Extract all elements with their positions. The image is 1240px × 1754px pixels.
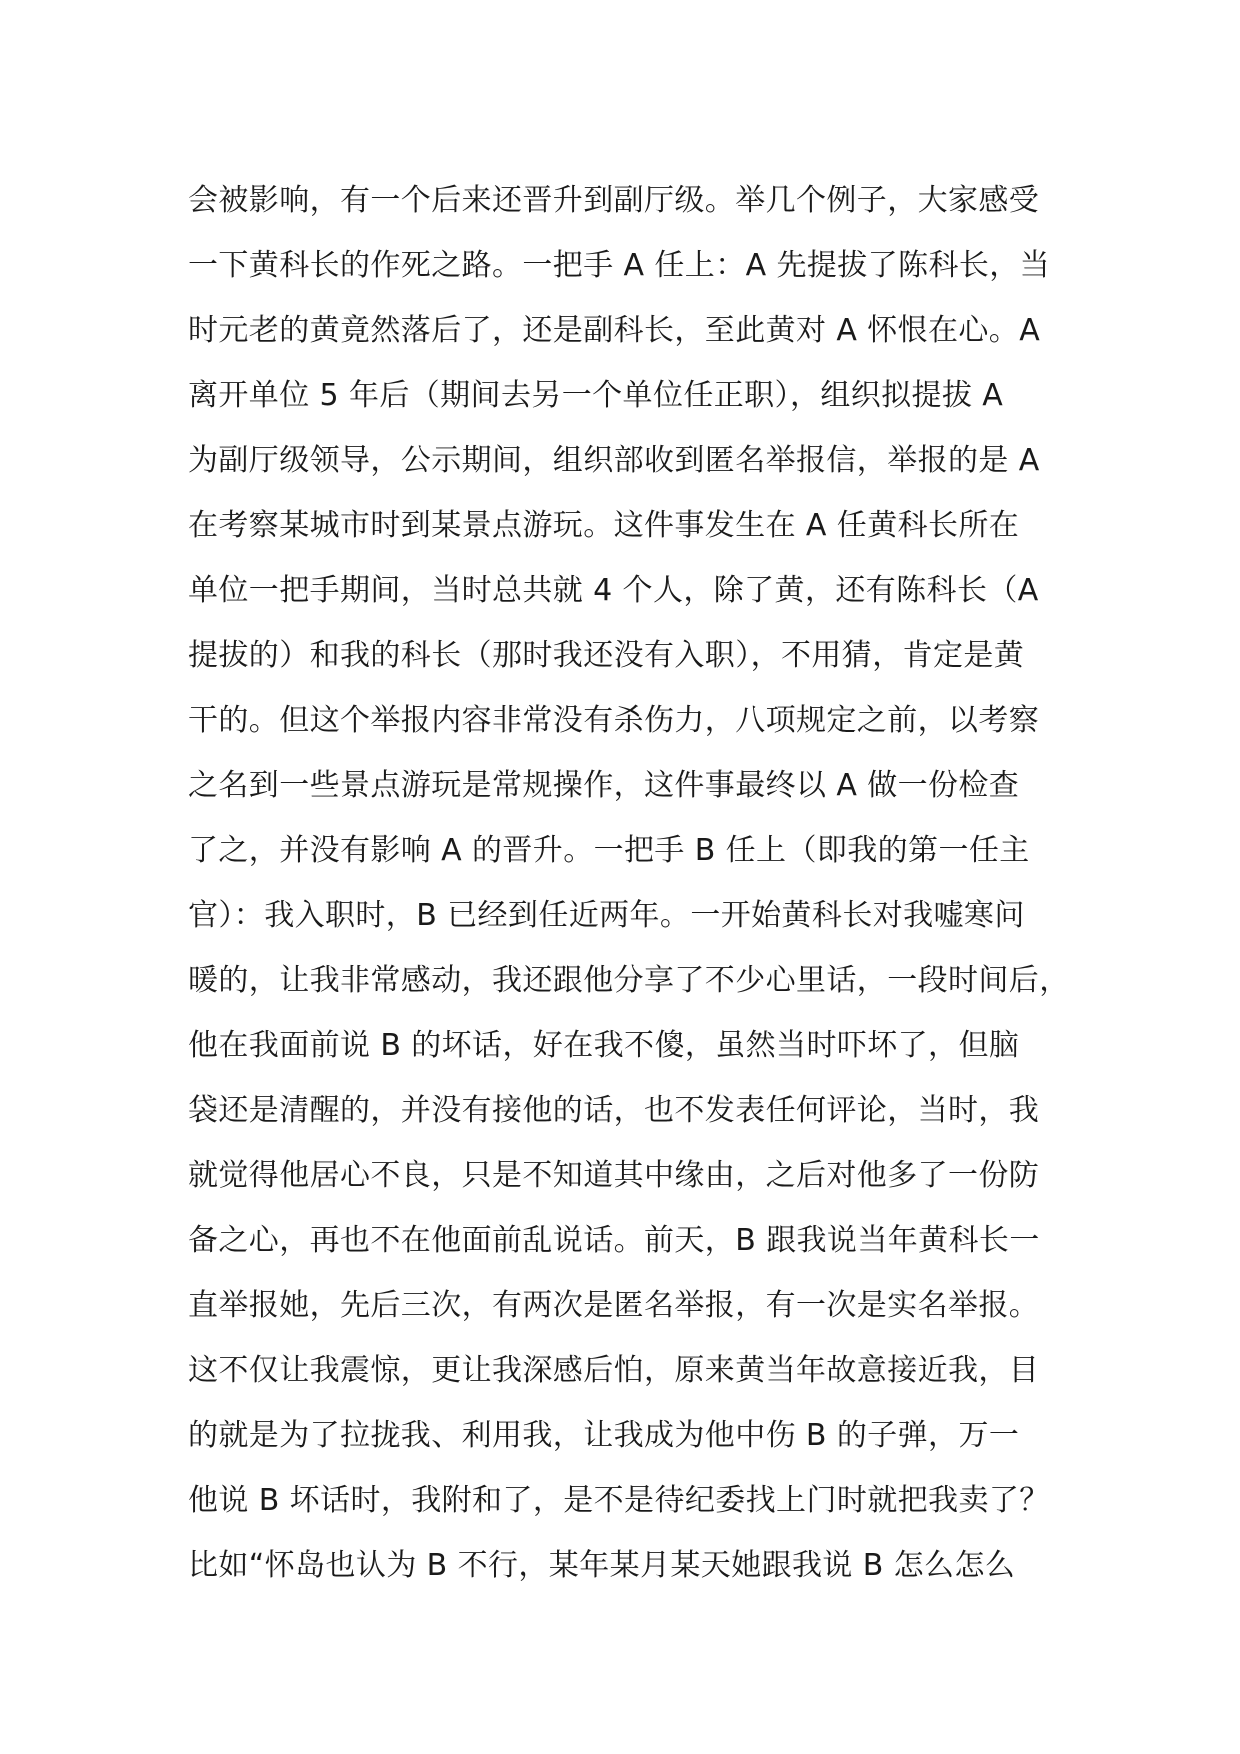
text-line: 他说 B 坏话时，我附和了，是不是待纪委找上门时就把我卖了？	[188, 1483, 1050, 1518]
text-line: 时元老的黄竟然落后了，还是副科长，至此黄对 A 怀恨在心。A	[188, 313, 1041, 348]
text-line: 会被影响，有一个后来还晋升到副厅级。举几个例子，大家感受	[188, 183, 1040, 218]
body-text	[188, 168, 1088, 1598]
text-line: 直举报她，先后三次，有两次是匿名举报，有一次是实名举报。	[188, 1288, 1040, 1323]
text-line: 之名到一些景点游玩是常规操作，这件事最终以 A 做一份检查	[188, 768, 1020, 803]
text-line: 在考察某城市时到某景点游玩。这件事发生在 A 任黄科长所在	[188, 508, 1020, 543]
text-line: 他在我面前说 B 的坏话，好在我不傻，虽然当时吓坏了，但脑	[188, 1028, 1020, 1063]
text-line: 就觉得他居心不良，只是不知道其中缘由，之后对他多了一份防	[188, 1158, 1040, 1193]
text-line: 为副厅级领导，公示期间，组织部收到匿名举报信，举报的是 A	[188, 443, 1040, 478]
text-line: 暖的，让我非常感动，我还跟他分享了不少心里话，一段时间后，	[188, 963, 1070, 998]
text-line: 备之心，再也不在他面前乱说话。前天，B 跟我说当年黄科长一	[188, 1223, 1040, 1258]
text-line: 这不仅让我震惊，更让我深感后怕，原来黄当年故意接近我，目	[188, 1353, 1040, 1388]
text-line: 比如“怀岛也认为 B 不行，某年某月某天她跟我说 B 怎么怎么	[188, 1548, 1016, 1583]
text-line: 了之，并没有影响 A 的晋升。一把手 B 任上（即我的第一任主	[188, 833, 1030, 868]
text-line: 官）：我入职时，B 已经到任近两年。一开始黄科长对我嘘寒问	[188, 898, 1025, 933]
text-line: 一下黄科长的作死之路。一把手 A 任上：A 先提拔了陈科长，当	[188, 248, 1051, 283]
text-line: 袋还是清醒的，并没有接他的话，也不发表任何评论，当时，我	[188, 1093, 1040, 1128]
text-line: 离开单位 5 年后（期间去另一个单位任正职），组织拟提拔 A	[188, 378, 1004, 413]
text-line: 单位一把手期间，当时总共就 4 个人，除了黄，还有陈科长（A	[188, 573, 1039, 608]
text-line: 的就是为了拉拢我、利用我，让我成为他中伤 B 的子弹，万一	[188, 1418, 1020, 1453]
text-line: 提拔的）和我的科长（那时我还没有入职），不用猜，肯定是黄	[188, 638, 1025, 673]
text-line: 干的。但这个举报内容非常没有杀伤力，八项规定之前，以考察	[188, 703, 1040, 738]
